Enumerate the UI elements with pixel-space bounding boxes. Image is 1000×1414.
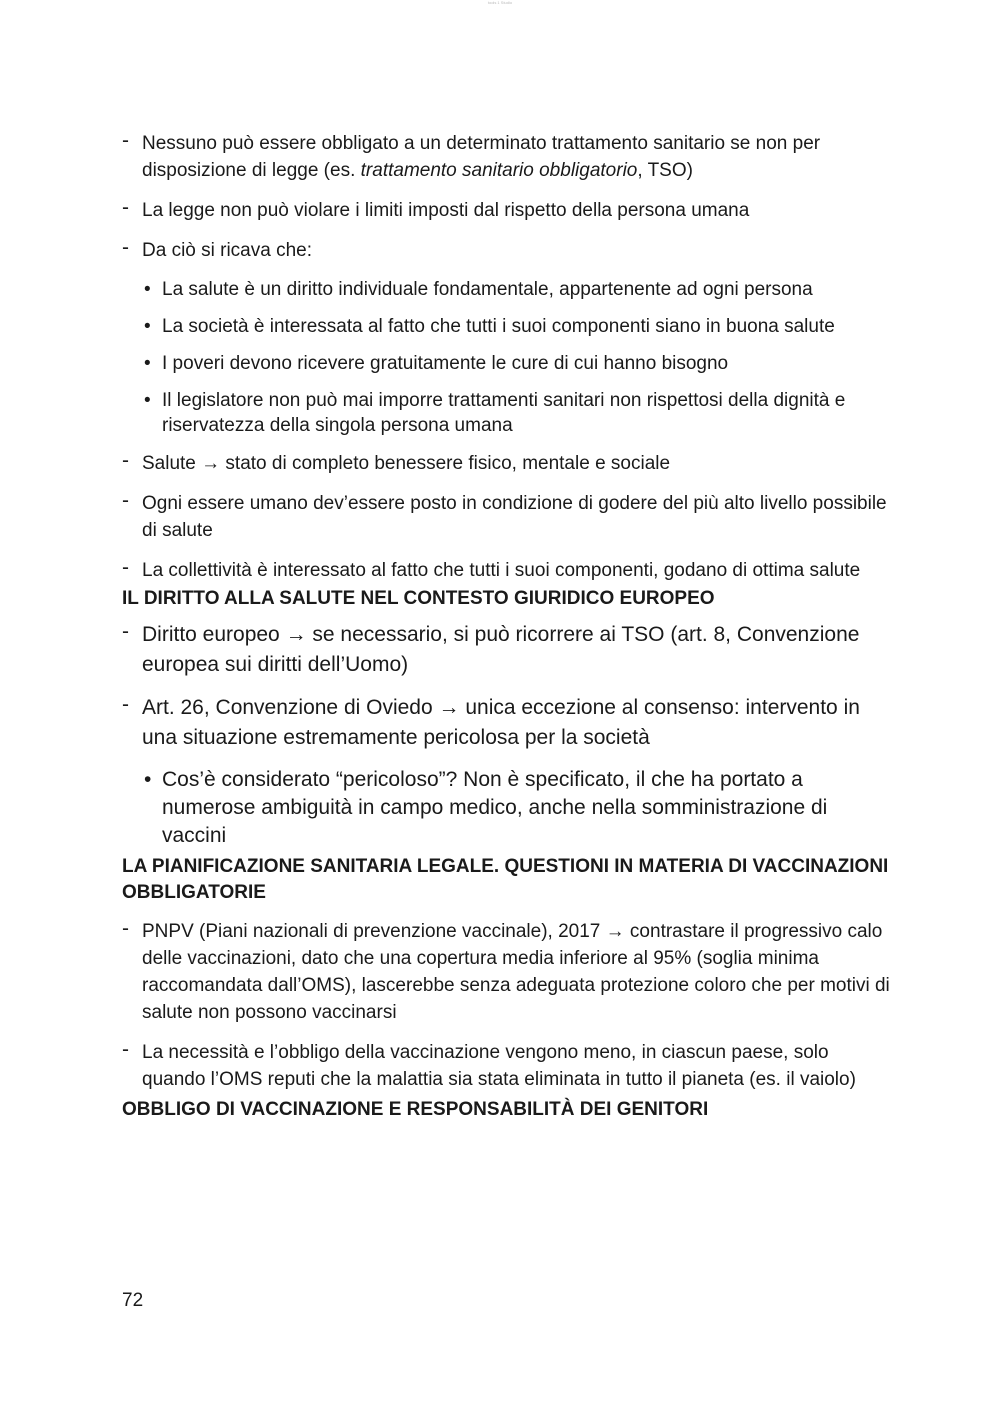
list-item: - La legge non può violare i limiti imposti dal rispetto della persona umana [122, 197, 892, 224]
list-item-emphasis: trattamento sanitario obbligatorio [360, 160, 638, 181]
bullet-item: • I poveri devono ricevere gratuitamente le cure di cui hanno bisogno [122, 351, 892, 376]
list-item-text: , TSO) [637, 160, 693, 181]
list-item: - PNPV (Piani nazionali di prevenzione vaccinale), 2017 → contrastare il progressivo calo delle vaccinazioni, dato che una copertura media inferiore al 95% (soglia minima raccomandata dall’OMS), lascerebbe senza adeguata protezione coloro che per motivi di salute non possono vaccinarsi [122, 918, 892, 1026]
bullet-item: • Cos’è considerato “pericoloso”? Non è specificato, il che ha portato a numerose ambiguità in campo medico, anche nella somministrazione di vaccini [122, 766, 892, 850]
bullet-item: • La società è interessata al fatto che tutti i suoi componenti siano in buona salute [122, 314, 892, 339]
page-content [122, 130, 892, 1131]
list-item-text: Nessuno può essere obbligato a un determinato trattamento sanitario se non per disposizione di legge (es. [142, 133, 821, 181]
list-item: - La necessità e l’obbligo della vaccinazione vengono meno, in ciascun paese, solo quando l’OMS reputi che la malattia sia stata eliminata in tutto il pianeta (es. il vaiolo) [122, 1039, 892, 1093]
list-item: - Salute → stato di completo benessere fisico, mentale e sociale [122, 450, 892, 477]
section-heading: IL DIRITTO ALLA SALUTE NEL CONTESTO GIURIDICO EUROPEO [122, 588, 715, 609]
bullet-item: • La salute è un diritto individuale fondamentale, appartenente ad ogni persona [122, 277, 892, 302]
page-header-text: tools 1 Studio [487, 0, 513, 5]
section-heading: LA PIANIFICAZIONE SANITARIA LEGALE. QUESTIONI IN MATERIA DI VACCINAZIONI OBBLIGATORIE [122, 856, 889, 903]
section-heading: OBBLIGO DI VACCINAZIONE E RESPONSABILITÀ DEI GENITORI [122, 1099, 709, 1120]
bullet-item: • Il legislatore non può mai imporre trattamenti sanitari non rispettosi della dignità e riservatezza della singola persona umana [122, 388, 892, 438]
list-item: - Art. 26, Convenzione di Oviedo → unica eccezione al consenso: intervento in una situazione estremamente pericolosa per la società [122, 693, 892, 753]
list-item: - Diritto europeo → se necessario, si può ricorrere ai TSO (art. 8, Convenzione europea sui diritti dell’Uomo) [122, 620, 892, 680]
list-item [122, 130, 892, 184]
list-item: - La collettività è interessato al fatto che tutti i suoi componenti, godano di ottima salute [122, 557, 892, 584]
list-item: - Ogni essere umano dev’essere posto in condizione di godere del più alto livello possibile di salute [122, 490, 892, 544]
list-item: - Da ciò si ricava che: [122, 237, 892, 264]
page-number: 72 [122, 1290, 144, 1311]
